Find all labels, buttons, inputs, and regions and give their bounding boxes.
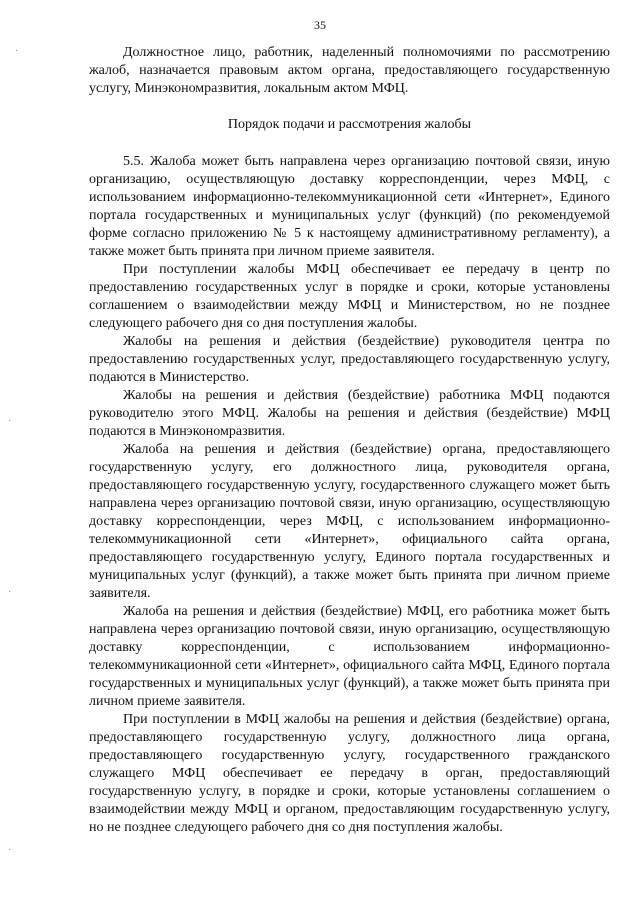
scan-mark-left-1: · xyxy=(8,416,12,427)
scan-mark-left-2: · xyxy=(8,587,12,598)
scan-mark-bottom-left: · xyxy=(8,845,12,856)
paragraph-mfc-complaint: Жалоба на решения и действия (бездействие) МФЦ, его работника может быть направлена через организацию почтовой связи, иную организацию, осуществляющую доставку корреспонденции, с использованием информационно-телекоммуникационной сети «Интернет», официального сайта МФЦ, Единого портала государственных и муниципальных услуг (функций), а также может быть принята при личном приеме заявителя. xyxy=(89,604,610,709)
paragraph-mfc-forwarding: При поступлении в МФЦ жалобы на решения и действия (бездействие) органа, предоставляющего государственную услугу, должностного лица органа, предоставляющего государственную услугу, государственного гражданского служащего МФЦ обеспечивает ее передачу в орган, предоставляющий государственную услугу, в порядке и сроки, которые установлены соглашением о взаимодействии между МФЦ и органом, предоставляющим государственную услугу, но не позднее следующего рабочего дня со дня поступления жалобы. xyxy=(89,712,610,835)
paragraph-mfc-transfer: При поступлении жалобы МФЦ обеспечивает ее передачу в центр по предоставлению государственных услуг в порядке и сроки, которые установлены соглашением о взаимодействии между МФЦ и Министерством, но не позднее следующего рабочего дня со дня поступления жалобы. xyxy=(89,262,610,331)
paragraph-authority-complaint: Жалоба на решения и действия (бездействие) органа, предоставляющего государственную услугу, его должностного лица, руководителя органа, предоставляющего государственную услугу, государственного служащего может быть направлена через организацию почтовой связи, иную организацию, осуществляющую доставку корреспонденции, через МФЦ, с использованием информационно-телекоммуникационной сети «Интернет», официального сайта органа, предоставляющего государственную услугу, Единого портала государственных и муниципальных услуг (функций), а также может быть принята при личном приеме заявителя. xyxy=(89,442,610,601)
section-title: Порядок подачи и рассмотрения жалобы xyxy=(227,117,472,132)
paragraph-5-5: 5.5. Жалоба может быть направлена через организацию почтовой связи, иную организацию, осуществляющую доставку корреспонденции, через МФЦ, с использованием информационно-телекоммуникационной сети «Интернет», Единого портала государственных и муниципальных услуг (функций) (по рекомендуемой форме согласно приложению № 5 к настоящему административному регламенту), а также может быть принята при личном приеме заявителя. xyxy=(89,154,610,259)
paragraph-center-head: Жалобы на решения и действия (бездействие) руководителя центра по предоставлению государственных услуг, предоставляющего государственную услугу, подаются в Министерство. xyxy=(89,334,610,385)
document-body xyxy=(89,44,610,837)
paragraph-mfc-worker: Жалобы на решения и действия (бездействие) работника МФЦ подаются руководителю этого МФЦ. Жалобы на решения и действия (бездействие) МФЦ подаются в Минэкономразвития. xyxy=(89,388,610,439)
intro-paragraph: Должностное лицо, работник, наделенный полномочиями по рассмотрению жалоб, назначается правовым актом органа, предоставляющего государственную услугу, Минэкономразвития, локальным актом МФЦ. xyxy=(89,45,610,96)
page-number: 35 xyxy=(314,18,326,32)
scan-mark-top-left: · xyxy=(15,46,19,57)
